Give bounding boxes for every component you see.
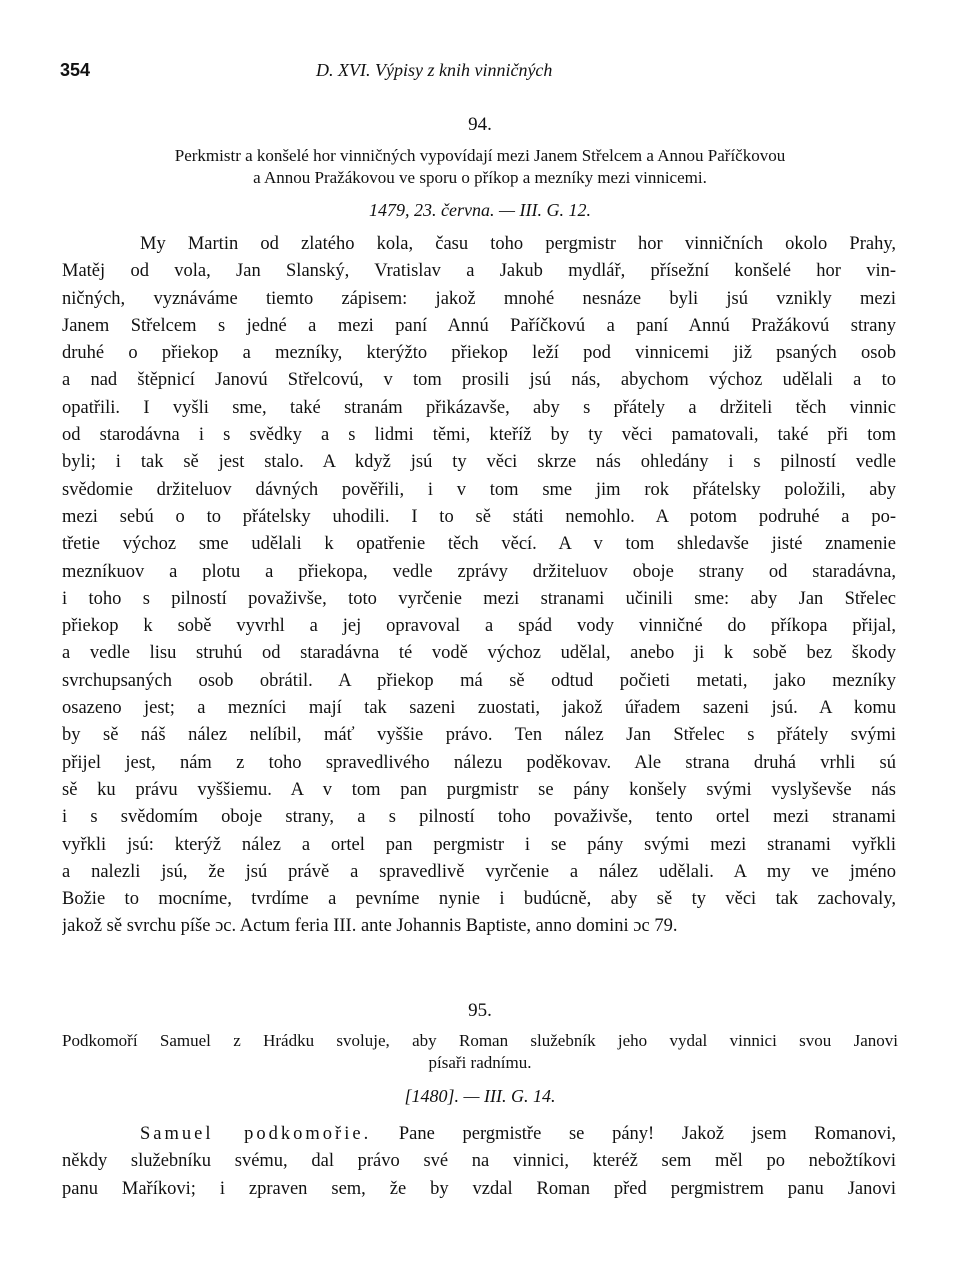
- text-line: Janem Střelcem s jedné a mezi paní Annú Paříčkovú a paní Annú Pražákovú strany: [62, 315, 896, 336]
- text-line: svědomie držiteluov dávných pověřili, i v tom sme jim rok přátelsky položili, aby: [62, 479, 896, 500]
- entry-94-number: 94.: [468, 114, 492, 135]
- text-line: Božie to mocníme, tvrdíme a pevníme nynie i budúcně, aby sě ty věci tak zachovaly,: [62, 889, 896, 910]
- text-line: i s svědomím oboje strany, a s pilností toho považivše, tento ortel mezi stranami: [62, 807, 896, 828]
- text-line: My Martin od zlatého kola, času toho pergmistr hor vinničních okolo Prahy,: [140, 234, 896, 254]
- entry-94-regest: [62, 145, 898, 189]
- text-line: třetie výchoz sme udělali k opatřenie těch věcí. A v tom shledavše jisté znamenie: [62, 534, 896, 555]
- text-line: jakož sě svrchu píše ɔc. Actum feria III. ante Johannis Baptiste, anno domini ɔc 79.: [62, 916, 678, 937]
- text-line: ničných, vyznáváme tiemto zápisem: jakož mnohé nesnáze byli jsú vznikly mezi: [62, 288, 896, 309]
- regest-line: Perkmistr a konšelé hor vinničných vypovídají mezi Janem Střelcem a Annou Paříčkovou: [174, 146, 786, 165]
- text-line: opatřili. I vyšli sme, také stranám přikázavše, aby s přátely a držiteli těch vinnic: [62, 397, 896, 418]
- text-line: přijel jest, nám z toho spravedlivého nálezu poděkovav. Ale strana druhá vrhli sú: [62, 752, 896, 773]
- text-line: panu Maříkovi; i zpraven sem, že by vzdal Roman před pergmistrem panu Janovi: [62, 1178, 896, 1199]
- entry-95-number: 95.: [468, 1000, 492, 1021]
- text-line: mezníkuov a plotu a přiekopa, vedle zprávy držiteluov oboje strany od staradávna,: [62, 561, 896, 582]
- page-number: 354: [60, 60, 91, 80]
- text-line: Matěj od vola, Jan Slanský, Vratislav a Jakub mydlář, přísežní konšelé hor vin-: [62, 261, 896, 282]
- sender-name: Samuel podkomořie.: [140, 1124, 372, 1144]
- text-line: i toho s pilností považivše, toto vyrčenie mezi stranami učinili sme: aby Jan Střelec: [62, 588, 896, 609]
- entry-95-text: [62, 1121, 896, 1203]
- text-line: a nad štěpnicí Janovú Střelcovú, v tom prosili jsú nás, abychom výchoz udělali a to: [62, 370, 896, 391]
- regest-line: a Annou Pražákovou ve sporu o příkop a mezníky mezi vinnicemi.: [253, 168, 707, 187]
- regest-line: Podkomoří Samuel z Hrádku svoluje, aby Roman služebník jeho vydal vinnici svou Janovi: [62, 1031, 898, 1050]
- text-line-rest: Pane pergmistře se pány! Jakož jsem Romanovi,: [371, 1124, 896, 1144]
- text-line: přiekop k sobě vyvrhl a jej opravoval a spád vody vinničné do příkopa přijal,: [62, 616, 896, 637]
- text-line: mezi sebú o to přátelsky uhodili. I to sě státi nemohlo. A potom podruhé a po-: [62, 506, 896, 527]
- text-line: vyřkli jsú: kterýž nález a ortel pan pergmistr i se pány svými mezi stranami vyřkli: [62, 834, 896, 855]
- text-line: někdy služebníku svému, dal právo své na vinnici, kteréž sem měl po nebožtíkovi: [62, 1151, 896, 1172]
- text-line: a nalezli jsú, že jsú právě a spravedlivě vyrčenie a nález udělali. A my ve jméno: [62, 861, 896, 882]
- text-line: by sě náš nález nelíbil, máť vyššie právo. Ten nález Jan Střelec s přátely svými: [62, 725, 896, 746]
- entry-95-regest: [62, 1030, 898, 1074]
- text-line: od starodávna i s svědky a s lidmi těmi, kteříž by ty věci pamatovali, také při tom: [62, 425, 896, 446]
- text-line: sě ku právu vyššiemu. A v tom pan purgmistr se pány konšely svými vyslyševše nás: [62, 779, 896, 800]
- text-line: druhé o přiekop a mezníky, kterýžto přiekop leží pod vinnicemi již psaných osob: [62, 343, 896, 364]
- text-line: byli; i tak sě jest stalo. A když jsú ty věci skrze nás ohledány i s pilností vedle: [62, 452, 896, 473]
- text-line-first: [62, 1121, 896, 1148]
- running-head: [60, 60, 896, 86]
- regest-line: písaři radnímu.: [428, 1053, 532, 1072]
- running-title: D. XVI. Výpisy z knih vinničných: [316, 60, 553, 80]
- text-line: svrchupsaných osob obrátil. A přiekop má sě odtud počieti metati, jako mezníky: [62, 670, 896, 691]
- entry-95-date: [1480]. — III. G. 14.: [404, 1086, 556, 1106]
- entry-94-text: [62, 231, 896, 941]
- entry-94-date: 1479, 23. června. — III. G. 12.: [369, 200, 591, 220]
- text-line: a vedle lisu struhú od staradávna té vodě výchoz udělal, anebo ji k sobě bez škody: [62, 643, 896, 664]
- text-line: osazeno jest; a mezníci mají tak sazeni zuostati, jakož úřadem sazeni jsú. A komu: [62, 698, 896, 719]
